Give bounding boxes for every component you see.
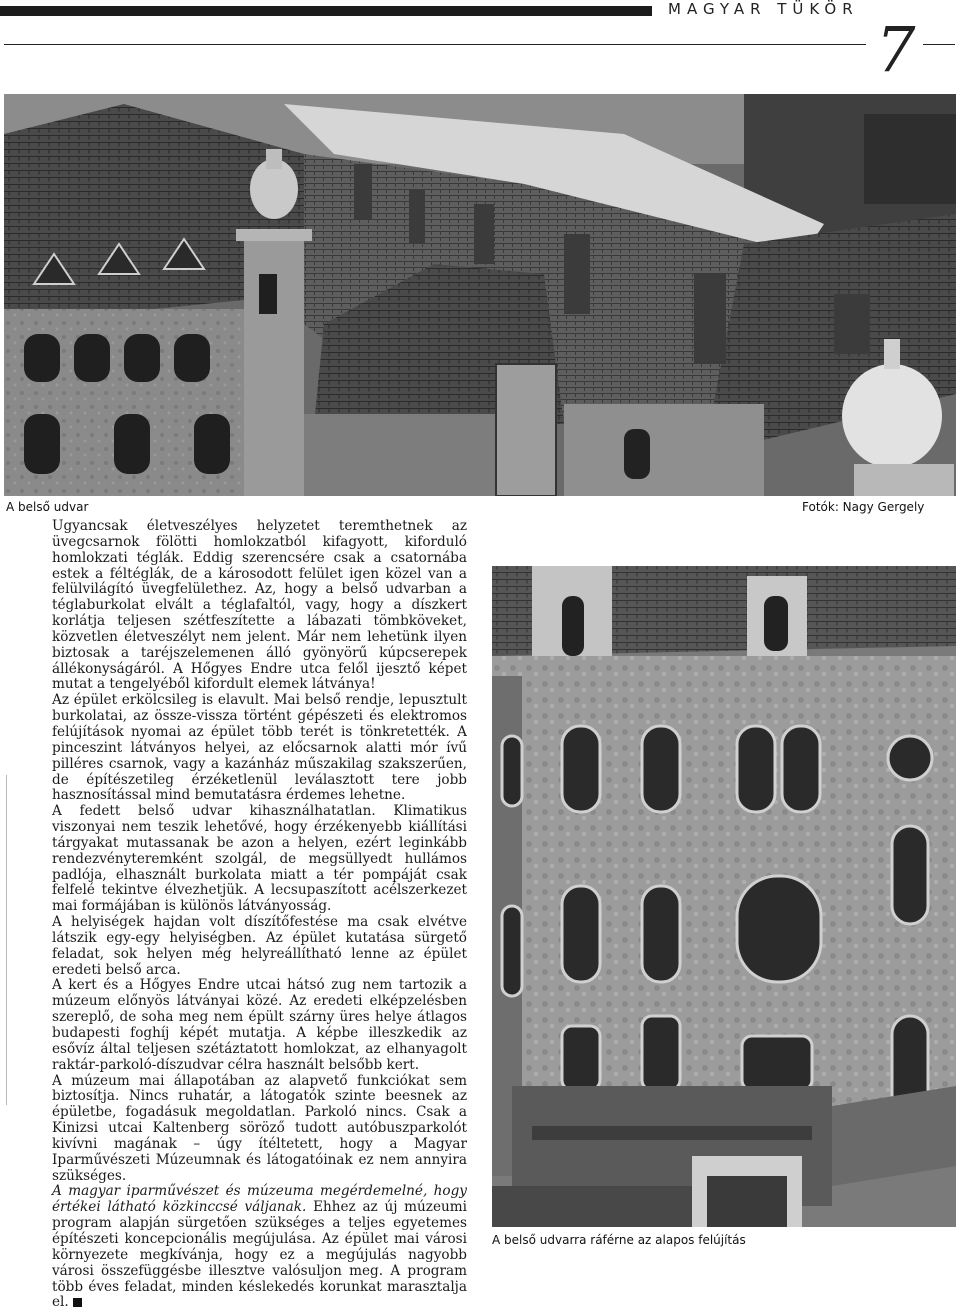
courtyard-facade-photo [492, 566, 956, 1227]
paragraph: A helyiségek hajdan volt díszítőfestése ma csak elvétve látszik egy-egy helyiségben. Az épület kutatása sürgető feladat, sok helyen még helyreállítható lenne az épület eredeti belső arca. [52, 914, 467, 978]
closing-paragraph [52, 1184, 467, 1311]
bottom-photo-caption: A belső udvarra ráférne az alapos felújítás [492, 1233, 746, 1247]
paragraph: Az épület erkölcsileg is elavult. Mai belső rendje, lepusztult burkolatai, az össze-vissza történt gépészeti és elektromos felújítások nyomai az épület több terét is tönkretették. A pinceszint látványos helyei, az előcsarnok alatti mór ívű pilléres csarnok, vagy a kazánház műszakilag szakszerűen, de építészetileg érzéketlenül leválasztott tere jobb hasznosítással mind bemutatásra érdemes lehetne. [52, 692, 467, 804]
closing-italic: A magyar iparművészet és múzeuma megérdemelné, hogy értékei látható közkinccsé váljanak. [52, 1183, 467, 1216]
courtyard-facade-image [492, 566, 956, 1227]
paragraph: Ugyancsak életveszélyes helyzetet teremthetnek az üvegcsarnok fölötti homlokzatból kifagyott, kiforduló homlokzati téglák. Eddig szerencsére csak a csatornába estek a féltéglák, de a károsodott felület igen közel van a felülvilágító üvegfelülethez. Az, hogy a belső udvarban a téglaburkolat elvált a téglafaltól, vagy, hogy a díszkert korlátja teljesen szétfeszítette a lábazati tömbköveket, közvetlen életveszélyt nem jelent. Már nem lehetünk ilyen biztosak a taréjszelemenen álló gyönyörű kúpcserepek állékonyságáról. A Hőgyes Endre utca felől ijesztő képet mutat a tengelyéből kifordult elemek látványa! [52, 518, 467, 693]
courtyard-roof-photo [4, 94, 956, 496]
paragraph: A fedett belső udvar kihasználhatatlan. Klimatikus viszonyai nem teszik lehetővé, hogy érzékenyebb kiállítási tárgyakat mutassanak be azon a helyen, ezért leginkább rendezvényteremként szolgál, de megsüllyedt hullámos padlója, elhasznált burkolata miatt a tér pompáját csak felfelé tekintve élvezhetjük. A lecsupaszított acélszerkezet mai formájában is különös látványosság. [52, 803, 467, 915]
margin-line [6, 775, 7, 1105]
photo-credit: Fotók: Nagy Gergely [802, 500, 925, 514]
masthead: MAGYAR TÜKÖR [668, 0, 859, 18]
article-body [52, 519, 467, 1311]
header-bar [0, 6, 652, 16]
header-rule-right [923, 44, 955, 45]
end-mark-icon [73, 1298, 82, 1307]
paragraph: A múzeum mai állapotában az alapvető funkciókat sem biztosítja. Nincs ruhatár, a látogatók szinte beesnek az épületbe, fogadásuk megoldatlan. Parkoló nincs. Csak a Kinizsi utcai Kaltenberg söröző tudott autóbuszparkolót kivívni magának – úgy ítéltetett, hogy a Magyar Iparművészeti Múzeumnak és látogatóinak ez nem annyira szükséges. [52, 1072, 467, 1184]
courtyard-roof-image [4, 94, 956, 496]
top-photo-caption: A belső udvar [6, 500, 89, 514]
header-rule [4, 44, 866, 45]
page-number: 7 [876, 13, 916, 86]
paragraph: A kert és a Hőgyes Endre utcai hátsó zug nem tartozik a múzeum előnyös látványai közé. Az eredeti elképzelésben szereplő, de soha meg nem épült szárny üres helye átlagos budapesti foghíj képét mutatja. A képbe illeszkedik az esővíz által teljesen szétáztatott homlokzat, az elhanyagolt raktár-parkoló-díszudvar célra használt belsőbb kert. [52, 977, 467, 1073]
closing-text: Ehhez az új múzeumi program alapján sürgetően szükséges a teljes egyetemes építészeti koncepcionális megújulása. Az épület mai városi környezete megkívánja, hogy ez a megújulás nagyobb városi összefüggésbe illesztve valósuljon meg. A program több éves feladat, minden késlekedés korunkat marasztalja el. [52, 1199, 467, 1311]
